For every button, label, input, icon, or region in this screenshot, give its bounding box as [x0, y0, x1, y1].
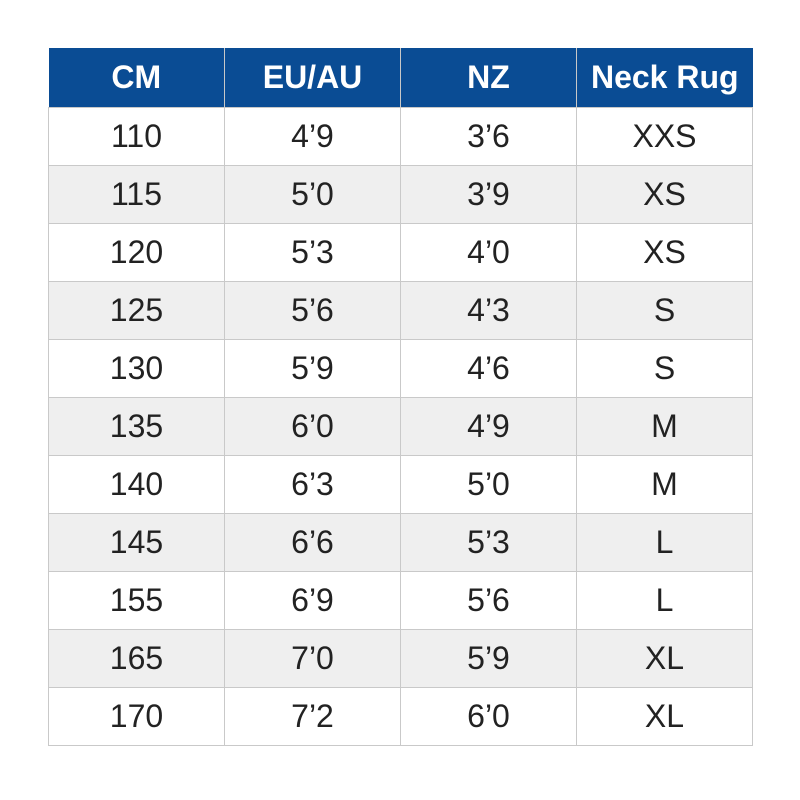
header-cm: CM [49, 48, 225, 108]
cell-cm: 135 [49, 398, 225, 456]
cell-neck-rug: L [577, 514, 753, 572]
table-row [49, 166, 753, 224]
table-row [49, 514, 753, 572]
table-row [49, 282, 753, 340]
cell-nz: 5’9 [401, 630, 577, 688]
cell-nz: 6’0 [401, 688, 577, 746]
table-row [49, 108, 753, 166]
cell-neck-rug: S [577, 340, 753, 398]
cell-neck-rug: S [577, 282, 753, 340]
cell-cm: 115 [49, 166, 225, 224]
cell-eu-au: 5’0 [225, 166, 401, 224]
cell-neck-rug: XL [577, 688, 753, 746]
table-row [49, 340, 753, 398]
cell-eu-au: 6’9 [225, 572, 401, 630]
cell-cm: 155 [49, 572, 225, 630]
cell-neck-rug: L [577, 572, 753, 630]
cell-neck-rug: XXS [577, 108, 753, 166]
table-row [49, 456, 753, 514]
cell-cm: 130 [49, 340, 225, 398]
cell-neck-rug: M [577, 398, 753, 456]
cell-nz: 4’3 [401, 282, 577, 340]
cell-neck-rug: XS [577, 166, 753, 224]
cell-nz: 4’6 [401, 340, 577, 398]
header-nz: NZ [401, 48, 577, 108]
cell-eu-au: 7’2 [225, 688, 401, 746]
table-row [49, 572, 753, 630]
cell-eu-au: 4’9 [225, 108, 401, 166]
table-body [49, 108, 753, 746]
table-row [49, 630, 753, 688]
cell-eu-au: 5’6 [225, 282, 401, 340]
cell-neck-rug: M [577, 456, 753, 514]
cell-cm: 170 [49, 688, 225, 746]
cell-eu-au: 5’3 [225, 224, 401, 282]
header-eu-au: EU/AU [225, 48, 401, 108]
cell-cm: 125 [49, 282, 225, 340]
table-row [49, 224, 753, 282]
cell-nz: 4’9 [401, 398, 577, 456]
cell-eu-au: 6’0 [225, 398, 401, 456]
header-row [49, 48, 753, 108]
table-row [49, 688, 753, 746]
table-header [49, 48, 753, 108]
cell-eu-au: 6’3 [225, 456, 401, 514]
header-neck-rug: Neck Rug [577, 48, 753, 108]
cell-neck-rug: XL [577, 630, 753, 688]
cell-cm: 120 [49, 224, 225, 282]
cell-nz: 3’6 [401, 108, 577, 166]
cell-nz: 5’6 [401, 572, 577, 630]
cell-neck-rug: XS [577, 224, 753, 282]
cell-eu-au: 6’6 [225, 514, 401, 572]
cell-nz: 3’9 [401, 166, 577, 224]
cell-nz: 4’0 [401, 224, 577, 282]
cell-nz: 5’0 [401, 456, 577, 514]
cell-eu-au: 5’9 [225, 340, 401, 398]
cell-cm: 165 [49, 630, 225, 688]
cell-cm: 140 [49, 456, 225, 514]
table-row [49, 398, 753, 456]
cell-eu-au: 7’0 [225, 630, 401, 688]
cell-cm: 110 [49, 108, 225, 166]
cell-cm: 145 [49, 514, 225, 572]
cell-nz: 5’3 [401, 514, 577, 572]
size-chart-table [48, 48, 753, 746]
